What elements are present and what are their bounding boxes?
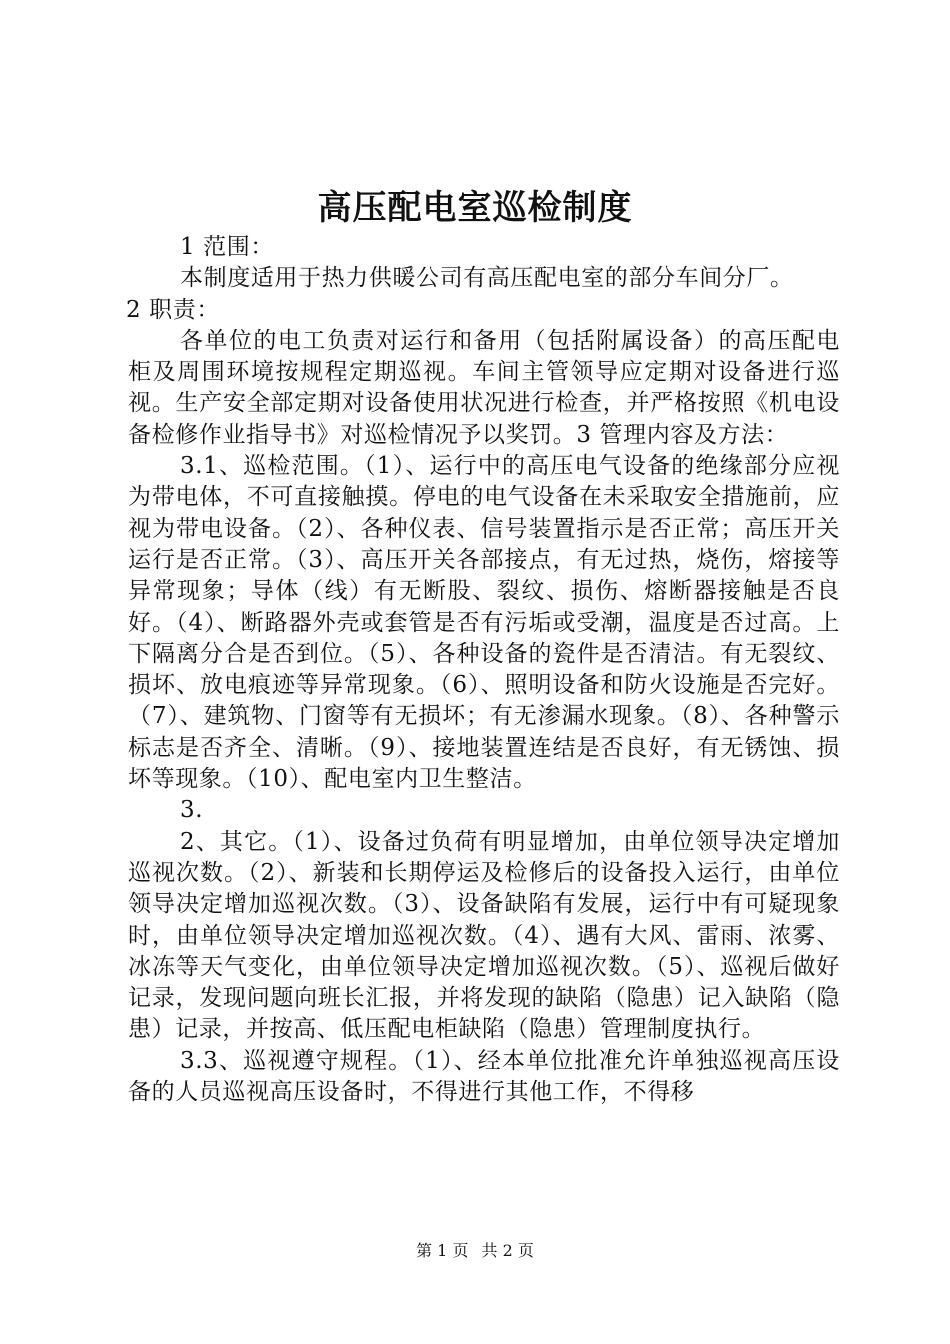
page-number: 第 1 页: [416, 1241, 469, 1260]
section-heading-duties: 2 职责：: [126, 296, 220, 323]
document-body: [128, 232, 840, 1108]
page-title: 高压配电室巡检制度: [317, 188, 633, 228]
paragraph-duties: 各单位的电工负责对运行和备用（包括附属设备）的高压配电柜及周围环境按规程定期巡视。车间主管领导应定期对设备进行巡视。生产安全部定期对设备使用状况进行检查，并严格按照《机电设备检修作业指导书》对巡检情况予以奖罚。3 管理内容及方法：: [128, 327, 840, 448]
paragraph-scope: 本制度适用于热力供暖公司有高压配电室的部分车间分厂。: [180, 265, 794, 292]
page-total: 共 2 页: [481, 1241, 534, 1260]
section-heading-scope: 1 范围：: [180, 234, 274, 260]
paragraph-inspection-scope: 3.1、巡检范围。（1）、运行中的高压电气设备的绝缘部分应视为带电体，不可直接触摸。停电的电气设备在未采取安全措施前，应视为带电设备。（2）、各种仪表、信号装置指示是否正常；高压开关运行是否正常。（3）、高压开关各部接点，有无过热，烧伤，熔接等异常现象；导体（线）有无断股、裂纹、损伤、熔断器接触是否良好。（4）、断路器外壳或套管是否有污垢或受潮，温度是否过高。上下隔离分合是否到位。（5）、各种设备的瓷件是否清洁。有无裂纹、损坏、放电痕迹等异常现象。（6）、照明设备和防火设施是否完好。（7）、建筑物、门窗等有无损坏；有无渗漏水现象。（8）、各种警示标志是否齐全、清晰。（9）、接地装置连结是否良好，有无锈蚀、损坏等现象。（10）、配电室内卫生整洁。: [128, 453, 840, 793]
paragraph-fragment: 3.: [180, 797, 204, 824]
page-footer: [0, 1240, 950, 1262]
paragraph-inspection-rules: 3.3、巡视遵守规程。（1）、经本单位批准允许单独巡视高压设备的人员巡视高压设备时，不得进行其他工作，不得移: [128, 1047, 840, 1106]
paragraph-other: 2、其它。（1）、设备过负荷有明显增加，由单位领导决定增加巡视次数。（2）、新装和长期停运及检修后的设备投入运行，由单位领导决定增加巡视次数。（3）、设备缺陷有发展，运行中有可疑现象时，由单位领导决定增加巡视次数。（4）、遇有大风、雷雨、浓雾、冰冻等天气变化，由单位领导决定增加巡视次数。（5）、巡视后做好记录，发现问题向班长汇报，并将发现的缺陷（隐患）记入缺陷（隐患）记录，并按高、低压配电柜缺陷（隐患）管理制度执行。: [128, 828, 840, 1043]
